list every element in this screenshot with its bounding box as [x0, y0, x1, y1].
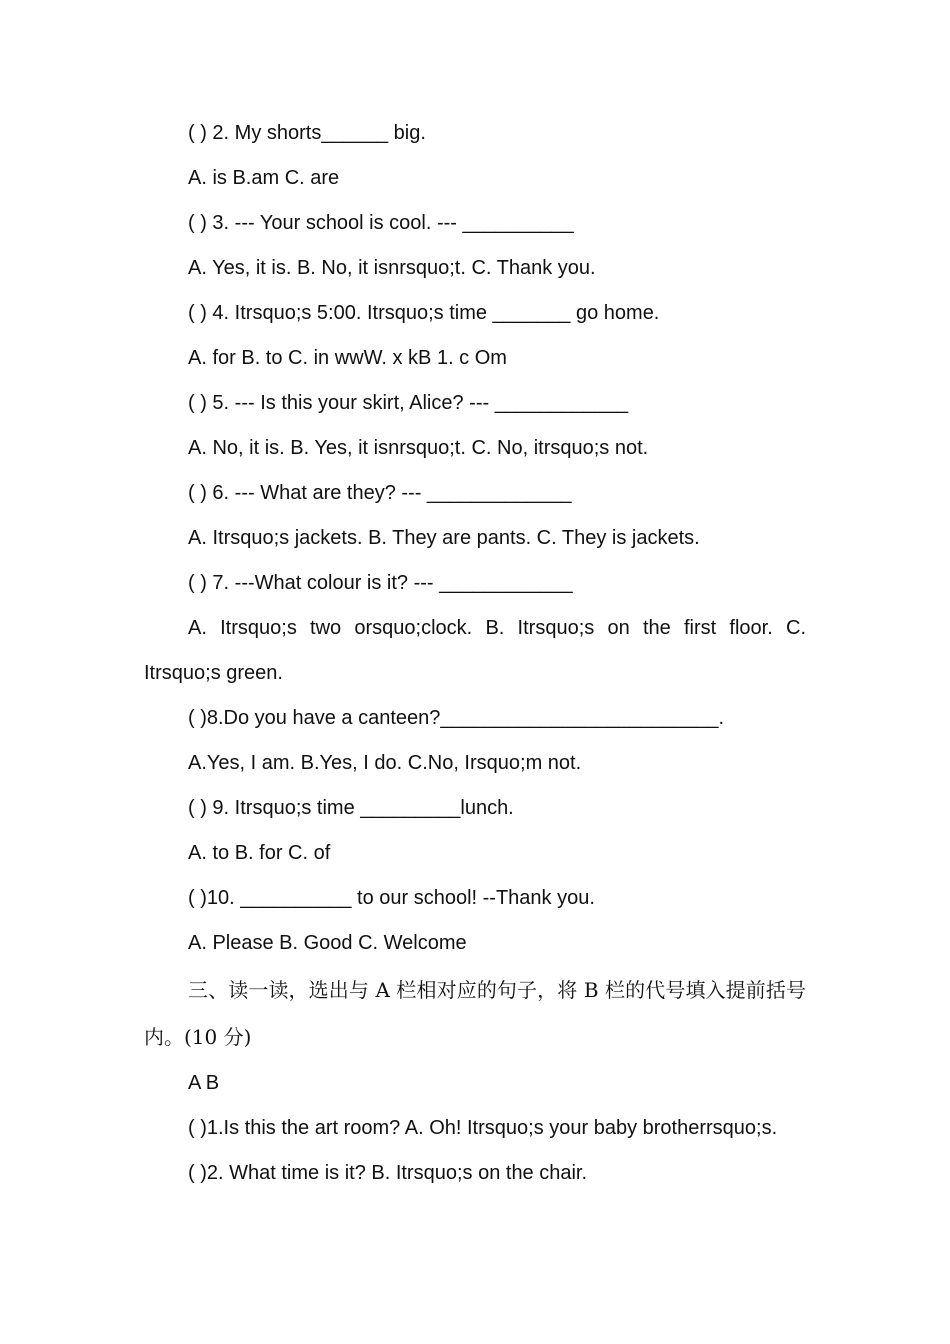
question-4: ( ) 4. Itrsquo;s 5:00. Itrsquo;s time _______ go home. — [188, 302, 660, 324]
question-10: ( )10. __________ to our school! --Thank you. — [188, 887, 595, 909]
question-6: ( ) 6. --- What are they? --- _____________ — [188, 482, 572, 504]
matching-item-2: ( )2. What time is it? B. Itrsquo;s on the chair. — [188, 1162, 588, 1184]
question-3: ( ) 3. --- Your school is cool. --- __________ — [188, 212, 574, 234]
question-2-options: A. is B.am C. are — [188, 167, 340, 189]
section-3-heading: 三、读一读，选出与 A 栏相对应的句子，将 B 栏的代号填入提前括号内。(10 分) — [144, 978, 806, 1049]
question-5-options: A. No, it is. B. Yes, it isnrsquo;t. C. No, itrsquo;s not. — [188, 437, 649, 459]
question-8: ( )8.Do you have a canteen?_________________________. — [188, 707, 725, 729]
question-9: ( ) 9. Itrsquo;s time _________lunch. — [188, 797, 514, 819]
matching-column-header: A B — [188, 1072, 220, 1094]
question-6-options: A. Itrsquo;s jackets. B. They are pants. C. They is jackets. — [188, 527, 700, 549]
matching-item-1: ( )1.Is this the art room? A. Oh! Itrsquo;s your baby brotherrsquo;s. — [188, 1117, 778, 1139]
question-8-options: A.Yes, I am. B.Yes, I do. C.No, Irsquo;m not. — [188, 752, 582, 774]
document-body — [144, 111, 806, 1196]
question-2: ( ) 2. My shorts______ big. — [188, 122, 426, 144]
question-3-options: A. Yes, it is. B. No, it isnrsquo;t. C. Thank you. — [188, 257, 596, 279]
question-7-options: A. Itrsquo;s two orsquo;clock. B. Itrsquo;s on the first floor. C. Itrsquo;s green. — [144, 617, 806, 684]
question-10-options: A. Please B. Good C. Welcome — [188, 932, 467, 954]
question-4-options: A. for B. to C. in wwW. x kB 1. c Om — [188, 347, 507, 369]
question-5: ( ) 5. --- Is this your skirt, Alice? --- ____________ — [188, 392, 629, 414]
question-9-options: A. to B. for C. of — [188, 842, 331, 864]
question-7: ( ) 7. ---What colour is it? --- ____________ — [188, 572, 573, 594]
